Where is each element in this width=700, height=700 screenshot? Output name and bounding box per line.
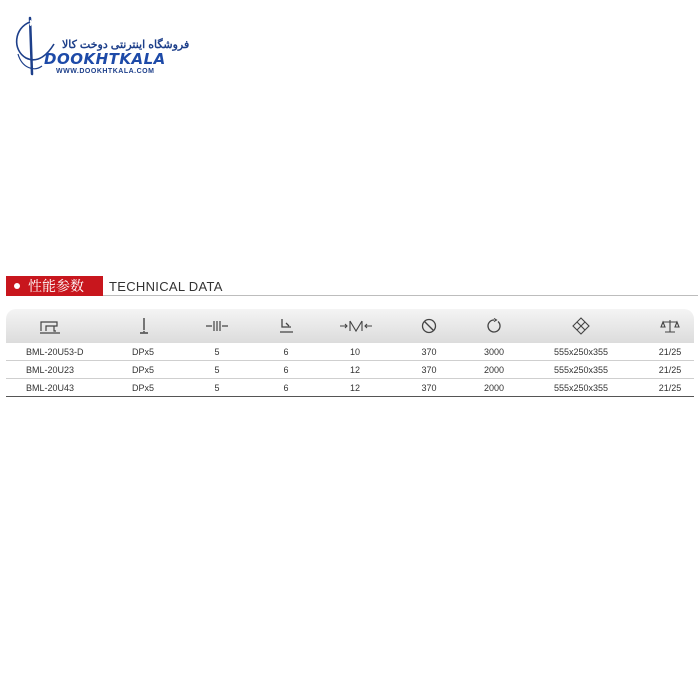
logo-url-text: WWW.DOOKHTKALA.COM bbox=[56, 68, 155, 75]
stroke-cell: 12 bbox=[349, 383, 360, 393]
speed-cell: 3000 bbox=[483, 347, 505, 357]
table-row bbox=[6, 361, 694, 379]
diameter-cell: 370 bbox=[421, 365, 437, 375]
package-size-cell: 555x250x355 bbox=[553, 383, 609, 393]
section-title-chinese: 性能参数 bbox=[28, 279, 84, 295]
needle-cell: DPx5 bbox=[132, 365, 155, 375]
presser-foot-lift-icon bbox=[272, 309, 300, 343]
speed-cell: 2000 bbox=[483, 365, 505, 375]
speed-icon bbox=[482, 309, 506, 343]
store-logo[interactable] bbox=[8, 14, 190, 84]
thread-diameter-icon bbox=[416, 309, 442, 343]
weight-cell: 21/25 bbox=[658, 347, 682, 357]
section-divider bbox=[103, 295, 698, 296]
weight-icon bbox=[656, 309, 684, 343]
table-row bbox=[6, 343, 694, 361]
section-title-english: TECHNICAL DATA bbox=[109, 279, 223, 294]
needle-cell: DPx5 bbox=[132, 383, 155, 393]
stroke-cell: 10 bbox=[349, 347, 360, 357]
speed-cell: 2000 bbox=[483, 383, 505, 393]
stroke-cell: 12 bbox=[349, 365, 360, 375]
logo-persian-text: فروشگاه اینترنتی دوخت کالا bbox=[62, 39, 190, 51]
needle-icon bbox=[132, 309, 156, 343]
sewing-machine-icon bbox=[36, 309, 64, 343]
model-cell: BML-20U43 bbox=[26, 383, 75, 393]
weight-cell: 21/25 bbox=[658, 365, 682, 375]
model-cell: BML-20U23 bbox=[26, 365, 75, 375]
technical-data-header bbox=[6, 276, 698, 296]
diameter-cell: 370 bbox=[421, 347, 437, 357]
needle-cell: DPx5 bbox=[132, 347, 155, 357]
package-size-icon bbox=[568, 309, 594, 343]
package-size-cell: 555x250x355 bbox=[553, 365, 609, 375]
stitch-length-cell: 5 bbox=[214, 347, 220, 357]
weight-cell: 21/25 bbox=[658, 383, 682, 393]
stitch-length-cell: 5 bbox=[214, 365, 220, 375]
model-cell: BML-20U53-D bbox=[26, 347, 84, 357]
foot-lift-cell: 6 bbox=[283, 347, 289, 357]
table-icon-header bbox=[6, 309, 694, 343]
bullet-icon bbox=[14, 283, 20, 289]
stitch-length-icon bbox=[202, 309, 232, 343]
logo-brand-text: DOOKHTKALA bbox=[44, 50, 166, 68]
needle-bar-stroke-icon bbox=[338, 309, 374, 343]
technical-data-table bbox=[6, 309, 694, 397]
section-title-badge bbox=[6, 276, 103, 296]
package-size-cell: 555x250x355 bbox=[553, 347, 609, 357]
diameter-cell: 370 bbox=[421, 383, 437, 393]
table-row bbox=[6, 379, 694, 397]
foot-lift-cell: 6 bbox=[283, 365, 289, 375]
foot-lift-cell: 6 bbox=[283, 383, 289, 393]
needle-thread-logo-icon bbox=[8, 14, 58, 80]
stitch-length-cell: 5 bbox=[214, 383, 220, 393]
